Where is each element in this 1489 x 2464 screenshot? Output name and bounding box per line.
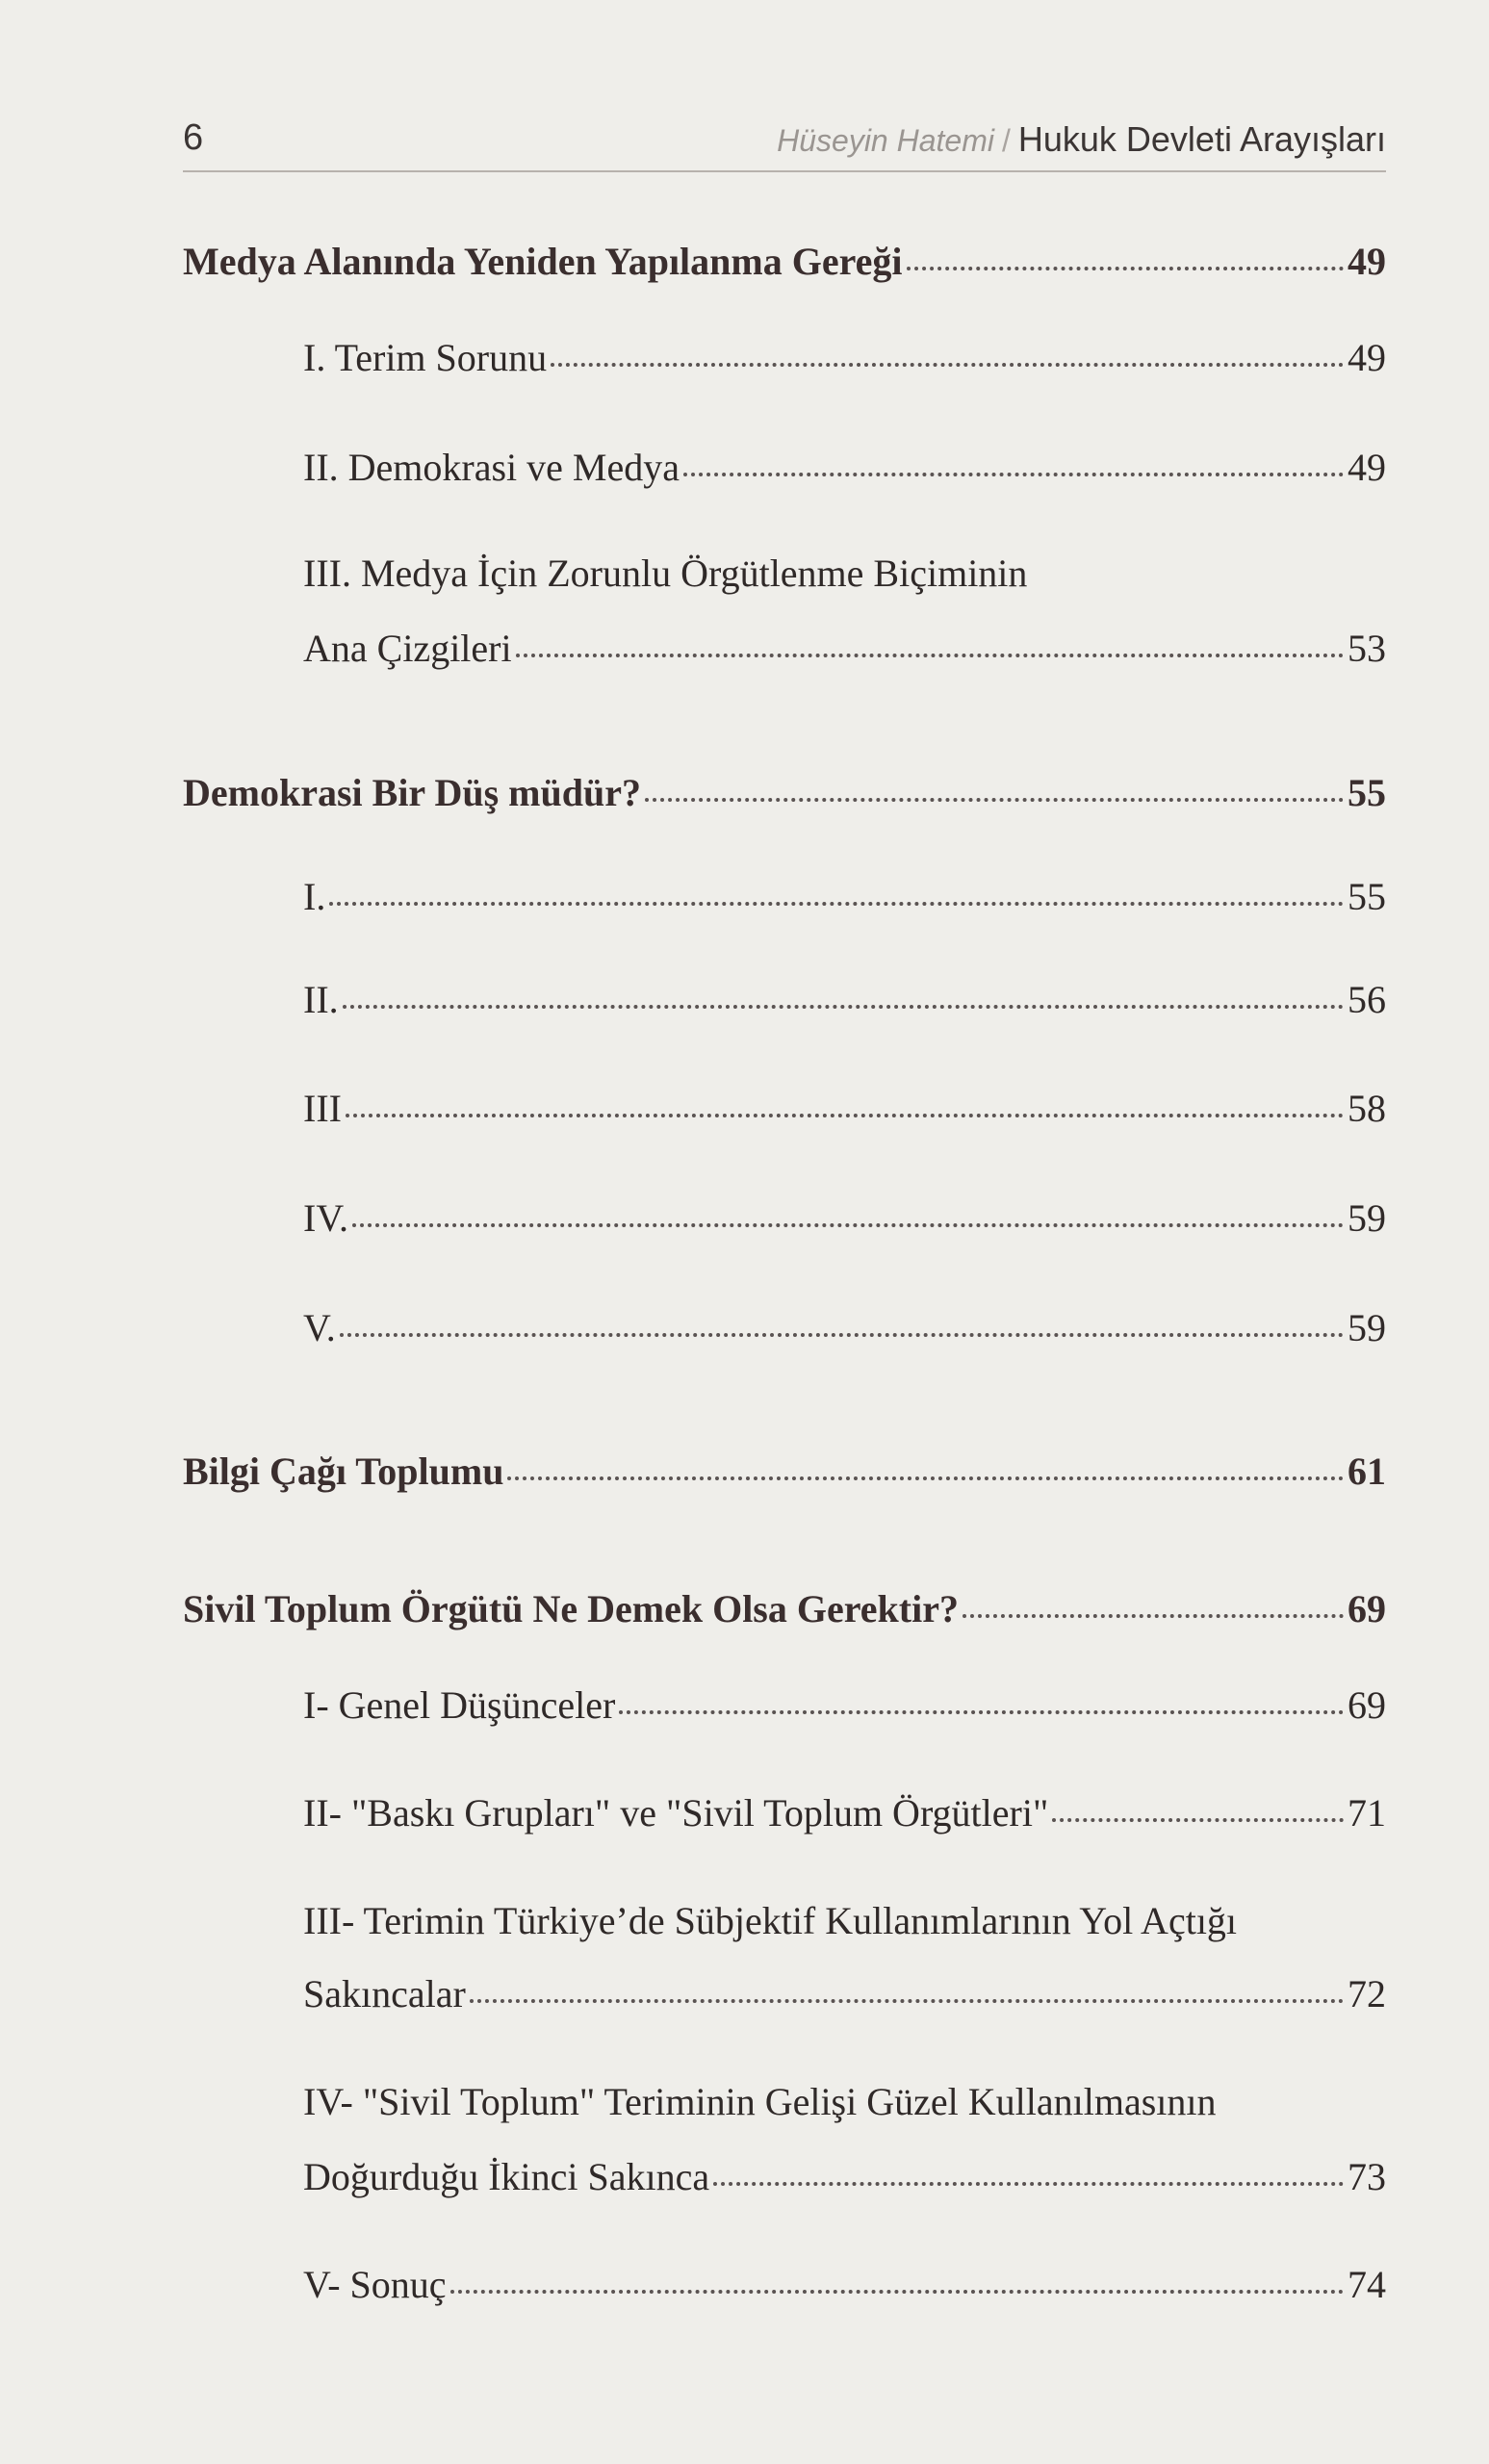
toc-entry-title: Ana Çizgileri <box>303 627 512 670</box>
toc-entry-title: Sakıncalar <box>303 1972 466 2015</box>
dot-leader <box>450 2290 1344 2294</box>
dot-leader <box>343 1005 1344 1009</box>
toc-entry-baski-gruplari <box>303 1790 1386 1835</box>
header-separator: / <box>1001 123 1011 158</box>
toc-entry-page: 59 <box>1348 1196 1386 1240</box>
toc-entry-page: 49 <box>1348 336 1386 379</box>
toc-entry-v <box>303 1305 1386 1350</box>
toc-entry-title: I. Terim Sorunu <box>303 336 548 379</box>
book-title: Hukuk Devleti Arayışları <box>1017 119 1386 159</box>
dot-leader <box>713 2182 1344 2186</box>
toc-entry-page: 69 <box>1348 1683 1386 1727</box>
toc-entry-page: 53 <box>1348 627 1386 670</box>
toc-entry-ikinci-sakinca <box>303 2154 1386 2199</box>
toc-entry-page: 74 <box>1348 2263 1386 2306</box>
toc-entry-terim-sorunu <box>303 335 1386 380</box>
toc-entry-page: 72 <box>1348 1972 1386 2015</box>
toc-entry-page: 59 <box>1348 1306 1386 1349</box>
dot-leader <box>352 1223 1344 1227</box>
toc-entry-medya-alaninda <box>183 239 1386 284</box>
toc-entry-title: II. <box>303 978 339 1021</box>
toc-entry-line: III. Medya İçin Zorunlu Örgütlenme Biçiminin <box>303 552 1028 595</box>
dot-leader <box>1052 1818 1344 1822</box>
toc-entry-title: Bilgi Çağı Toplumu <box>183 1450 504 1493</box>
header-rule <box>183 170 1386 172</box>
dot-leader <box>329 902 1344 906</box>
toc-entry-title: II. Demokrasi ve Medya <box>303 446 680 489</box>
toc-entry-ii <box>303 977 1386 1022</box>
dot-leader <box>963 1614 1344 1618</box>
author-name: Hüseyin Hatemi <box>777 123 994 158</box>
toc-entry-title: II- "Baskı Grupları" ve "Sivil Toplum Örgütleri" <box>303 1791 1049 1835</box>
toc-entry-title: Medya Alanında Yeniden Yapılanma Gereği <box>183 240 903 283</box>
toc-entry-page: 58 <box>1348 1087 1386 1130</box>
dot-leader <box>619 1710 1344 1714</box>
toc-entry-page: 73 <box>1348 2155 1386 2198</box>
dot-leader <box>516 654 1344 657</box>
toc-entry-bilgi-cagi <box>183 1449 1386 1494</box>
toc-entry-page: 56 <box>1348 978 1386 1021</box>
toc-entry-page: 49 <box>1348 446 1386 489</box>
toc-entry-title: IV. <box>303 1196 349 1240</box>
toc-entry-iv <box>303 1195 1386 1241</box>
toc-entry-page: 49 <box>1348 240 1386 283</box>
toc-entry-page: 61 <box>1348 1450 1386 1493</box>
toc-entry-i <box>303 874 1386 919</box>
toc-entry-title: Demokrasi Bir Düş müdür? <box>183 771 641 814</box>
dot-leader <box>907 267 1345 270</box>
toc-entry-demokrasi-bir-dus <box>183 770 1386 815</box>
dot-leader <box>683 473 1344 476</box>
running-head <box>777 119 1386 160</box>
toc-entry-demokrasi-ve-medya <box>303 445 1386 490</box>
toc-entry-ana-cizgileri <box>303 626 1386 671</box>
toc-entry-title: Doğurduğu İkinci Sakınca <box>303 2155 710 2198</box>
toc-entry-iii <box>303 1086 1386 1131</box>
toc-entry-page: 55 <box>1348 875 1386 918</box>
toc-entry-title: I- Genel Düşünceler <box>303 1683 616 1727</box>
dot-leader <box>551 363 1344 367</box>
toc-entry-title: V- Sonuç <box>303 2263 447 2306</box>
toc-entry-page: 55 <box>1348 771 1386 814</box>
page-header <box>183 108 1386 159</box>
dot-leader <box>507 1476 1344 1480</box>
toc-entry-sakincalar <box>303 1971 1386 2016</box>
toc-entry-page: 71 <box>1348 1791 1386 1835</box>
dot-leader <box>346 1114 1344 1117</box>
dot-leader <box>645 798 1344 802</box>
toc-entry-title: III <box>303 1087 342 1130</box>
toc-entry-line: IV- "Sivil Toplum" Teriminin Gelişi Güzel Kullanılmasının <box>303 2080 1217 2123</box>
toc-entry-title: V. <box>303 1306 336 1349</box>
toc-entry-line: III- Terimin Türkiye’de Sübjektif Kullanımlarının Yol Açtığı <box>303 1899 1238 1942</box>
toc-entry-sivil-toplum <box>183 1586 1386 1631</box>
dot-leader <box>340 1333 1344 1337</box>
toc-entry-title: Sivil Toplum Örgütü Ne Demek Olsa Gerektir? <box>183 1587 959 1630</box>
toc-entry-sonuc <box>303 2262 1386 2307</box>
toc-entry-page: 69 <box>1348 1587 1386 1630</box>
toc-entry-genel-dusunceler <box>303 1682 1386 1728</box>
page-number: 6 <box>183 117 204 158</box>
dot-leader <box>470 1999 1344 2003</box>
toc-entry-title: I. <box>303 875 326 918</box>
